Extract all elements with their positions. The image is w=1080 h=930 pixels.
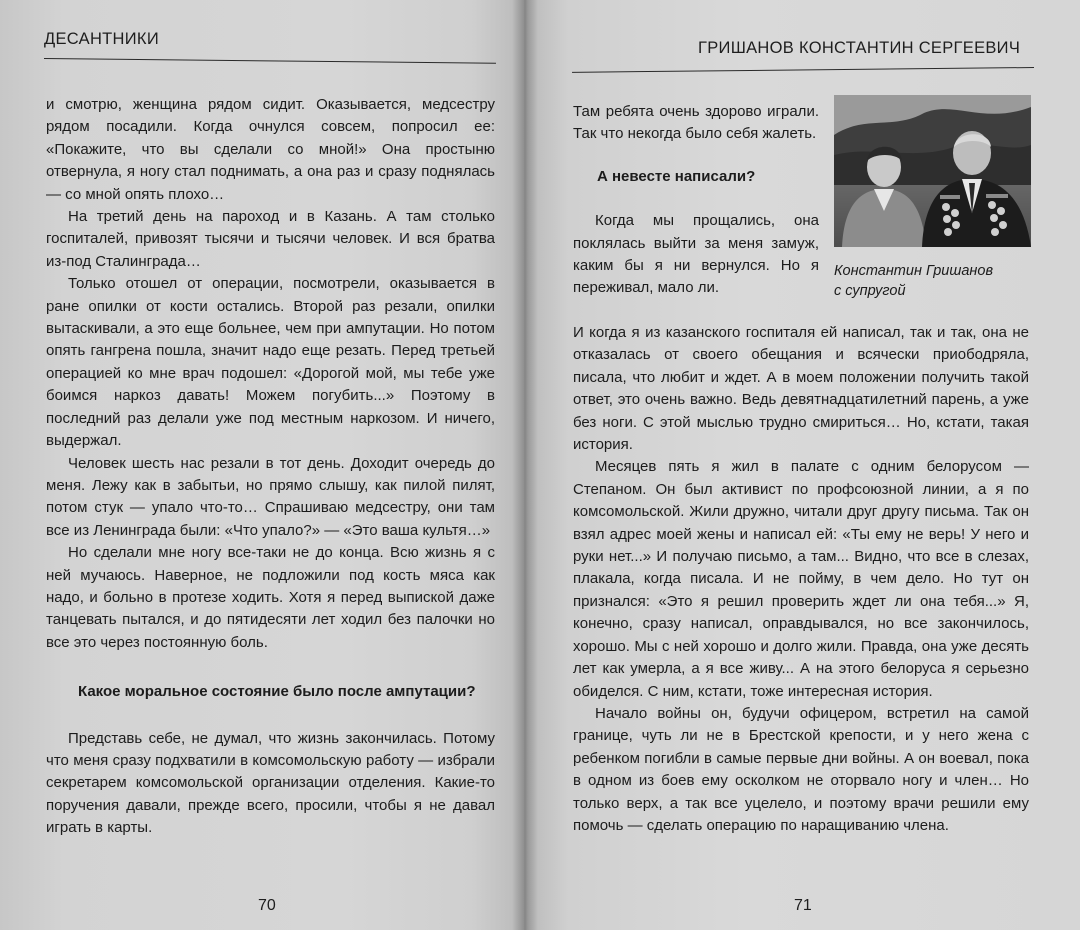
photo-caption	[834, 261, 1049, 301]
photo-caption-line-1: Константин Гришанов	[834, 263, 994, 279]
left-page	[0, 0, 524, 930]
right-text-column-full	[573, 322, 1029, 837]
couple-photo	[834, 95, 1031, 247]
right-paragraph-3: Начало войны он, будучи офицером, встретил на самой границе, чуть ли не в Брестской крепости, и у него жена с ребенком погибли в самые первые дни войны. А он воевал, пока в одном из боев ему осколком не оторвало ногу и член… Но только верх, а так все уцелело, и поэтому врачи решили ему помочь — сделать операцию по наращиванию члена.	[573, 704, 1029, 834]
right-intro-paragraph: Там ребята очень здорово играли. Так что некогда было себя жалеть.	[573, 103, 819, 143]
left-answer-paragraph: Представь себе, не думал, что жизнь закончилась. Потому что меня сразу подхватили в комсомольскую работу — избрали секретарем комсомольской организации отделения. Какие-то поручения давали, прежде всего, просили, чтобы я не давал играть в карты.	[46, 729, 495, 837]
right-page	[524, 0, 1080, 930]
right-answer-start: Когда мы прощались, она поклялась выйти за меня замуж, каким бы я ни вернулся. Но я переживал, мало ли.	[573, 212, 819, 297]
right-paragraph-2: Месяцев пять я жил в палате с одним белорусом — Степаном. Он был активист по профсоюзной линии, а я по комсомольской. Жили дружно, читали друг другу письма. Так он взял адрес моей жены и написал ей: «Ты ему не верь! У него и руки нет...» И получаю письмо, а там... Видно, что все в слезах, плакала, когда писала. И не пойму, в чем дело. Но тут он признался: «Это я решил проверить ждет ли она тебя...» Я, конечно, сразу написал, оправдывался, но все закончилось, хорошо. Мы с ней хорошо и долго жили. Правда, она уже десять лет как умерла, а я все живу... А на этого белоруса я серьезно обиделся. С ним, кстати, тоже интересная история.	[573, 458, 1029, 700]
left-paragraph-1: и смотрю, женщина рядом сидит. Оказывается, медсестру рядом посадили. Когда очнулся совсем, попросил ее: «Покажите, что вы сделали со мной!» Она простыню отвернула, я ногу стал поднимать, а она раз и сразу поднялась — со мной опять плохо…	[46, 96, 495, 203]
left-running-head: ДЕСАНТНИКИ	[44, 30, 159, 48]
left-paragraph-5: Но сделали мне ногу все-таки не до конца. Всю жизнь я с ней мучаюсь. Наверное, не подложили под кость мяса как надо, и больно в протезе ходить. Хотя я перед выпиской даже танцевать пытался, и до пятидесяти лет ходил без палочки но все это через постоянную боль.	[46, 544, 495, 651]
left-spacer-2	[46, 704, 495, 728]
right-page-number: 71	[794, 897, 812, 914]
left-text-column	[46, 94, 495, 840]
left-question-heading: Какое моральное состояние было после ампутации?	[78, 683, 476, 701]
photo-caption-line-2: с супругой	[834, 283, 906, 299]
right-running-head: ГРИШАНОВ КОНСТАНТИН СЕРГЕЕВИЧ	[698, 39, 1021, 57]
right-header-rule	[572, 67, 1034, 73]
left-spacer-1	[46, 654, 495, 681]
left-page-number: 70	[258, 897, 276, 914]
left-header-rule	[44, 58, 496, 64]
left-paragraph-4: Человек шесть нас резали в тот день. Доходит очередь до меня. Лежу как в забытьи, но прямо слышу, как пилой пилят, потом стук — упало что-то… Спрашиваю медсестру, они там все из Ленинграда были: «Что упало?» — «Это ваша культя…»	[46, 454, 495, 539]
right-text-column-narrow	[573, 101, 819, 300]
right-question-heading: А невесте написали?	[597, 167, 756, 185]
left-paragraph-2: На третий день на пароход и в Казань. А там столько госпиталей, привозят тысячи и тысячи человек. И вся братва из-под Сталинграда…	[46, 208, 495, 270]
left-paragraph-3: Только отошел от операции, посмотрели, оказывается в ране опилки от кости остались. Второй раз резали, опилки вытаскивали, а это еще больнее, чем при ампутации. Но потом опять гангрена пошла, значит надо еще резать. Перед третьей операцией ко мне врач подошел: «Дорогой мой, мы тебе уже боимся наркоз давать! Можем погубить...» Поэтому в последний раз делали уже под местным наркозом. И ничего, выдержал.	[46, 275, 495, 450]
right-spacer-2	[573, 188, 819, 210]
right-spacer-1	[573, 146, 819, 166]
right-paragraph-1: И когда я из казанского госпиталя ей написал, так и так, она не отказалась от своего обещания и всячески приободряла, писала, что любит и ждет. А в моем положении получить такой ответ, это очень важно. Ведь девятнадцатилетний парень, а уже без ноги. С этой мыслью трудно смириться… Но, кстати, такая история.	[573, 324, 1029, 454]
